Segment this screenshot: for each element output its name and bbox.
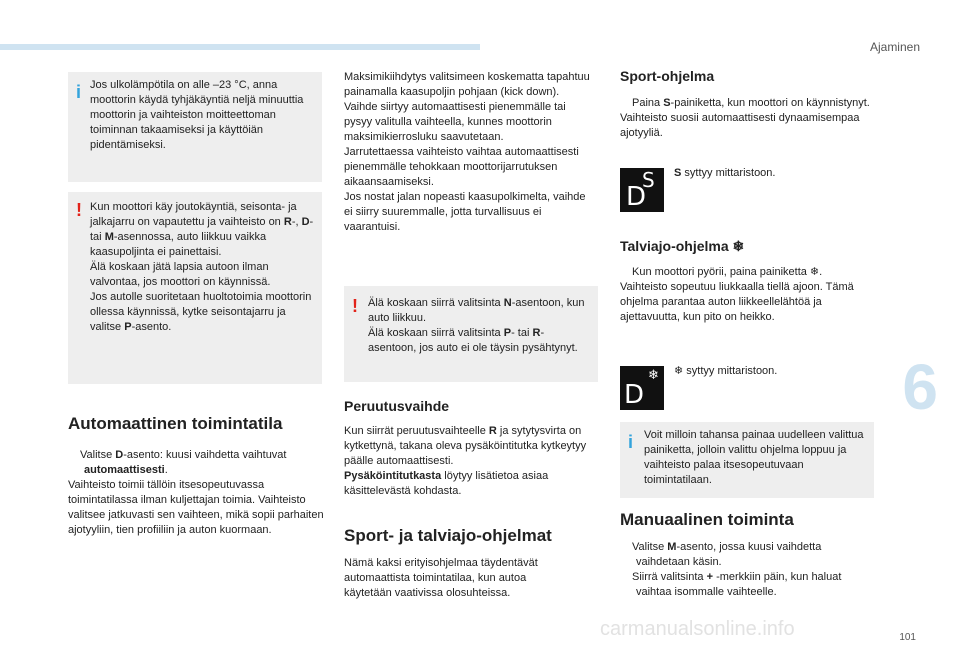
section-title: Ajaminen — [869, 40, 920, 54]
warning-text: Älä koskaan siirrä valitsinta N-asentoon, kun auto liikkuu. Älä koskaan siirrä valitsinta P- tai R-asentoon, jos auto ei ole täysin pysähtynyt. — [368, 297, 585, 354]
info-box-program — [620, 422, 874, 498]
heading-winter: Talviajo-ohjelma ❄ — [620, 238, 745, 254]
heading-reverse: Peruutusvaihde — [344, 398, 450, 414]
warning-box-selector — [344, 286, 598, 382]
info-text: Voit milloin tahansa painaa uudelleen valittua painiketta, jolloin valittu ohjelma loppuu ja vaihteisto palaa itsesopeutuvaan toimintatilaan. — [644, 429, 864, 486]
warning-icon: ! — [352, 296, 358, 316]
reverse-text: Kun siirrät peruutusvaihteelle R ja sytytysvirta on kytkettynä, takana oleva pysäköintitutka kytkeytyy päälle automaattisesti. Pysäköintitutkasta löytyy lisätietoa asiaa käsittelevästä kohdasta. — [344, 425, 587, 497]
manual-text: Valitse M-asento, jossa kuusi vaihdetta vaihdetaan käsin. Siirrä valitsinta + -merkkiin päin, kun haluat vaihtaa isommalle vaihteelle. — [632, 541, 842, 598]
kickdown-text: Maksimikiihdytys valitsimeen koskematta tapahtuu painamalla kaasupoljin pohjaan (kick down). Vaihde siirtyy automaattisesti pienemmälle tai pysyy valitulla vaihteella, kunnes moottorin maksimikierrosluku saavutetaan. Jarrutettaessa vaihteisto vaihtaa automaattisesti pienemmälle tehokkaan moottorijarrutuksen aikaansaamiseksi. Jos nostat jalan nopeasti kaasupolkimelta, vaihde ei siirry suuremmalle, jotta turvallisuus ei vaarantuisi. — [344, 71, 590, 233]
heading-automatic: Automaattinen toimintatila — [68, 414, 283, 433]
winter-caption: ❄ syttyy mittaristoon. — [674, 365, 778, 377]
info-icon: i — [628, 432, 634, 452]
page-number: 101 — [899, 632, 916, 643]
winter-indicator-icon: D ❄ — [620, 366, 664, 410]
info-icon: i — [76, 82, 82, 102]
info-text: Jos ulkolämpötila on alle –23 °C, anna moottorin käydä tyhjäkäyntiä neljä minuuttia moottorin ja vaihteiston moitteettoman toiminnan takaamiseksi ja käyttöiän pidentämiseksi. — [90, 79, 304, 151]
heading-manual: Manuaalinen toiminta — [620, 510, 794, 529]
heading-sport: Sport-ohjelma — [620, 68, 715, 84]
sport-indicator-icon: S D — [620, 168, 664, 212]
chapter-number: 6 — [902, 351, 938, 423]
watermark: carmanualsonline.info — [600, 618, 795, 640]
warning-icon: ! — [76, 200, 82, 220]
winter-text: Kun moottori pyörii, paina painiketta ❄. Vaihteisto sopeutuu liukkaalla tiellä ajoon. Tämä ohjelma parantaa auton liikkeellelähtöä ja ajettavuutta, kun pito on heikko. — [620, 266, 854, 323]
header-bar — [0, 44, 480, 50]
warning-box-idle — [68, 192, 322, 384]
automatic-text: Valitse D-asento: kuusi vaihdetta vaihtuvat automaattisesti. Vaihteisto toimii tällöin itsesopeutuvassa toimintatilassa ilman kuljettajan toimia. Vaihteisto valitsee jatkuvasti sen vaihteen, mikä sopii parhaiten ajotyyliin, tien profiiliin ja auton kuormaan. — [68, 449, 324, 536]
sport-text: Paina S-painiketta, kun moottori on käynnistynyt. Vaihteisto suosii automaattisesti dynaamisempaa ajotyyliä. — [620, 97, 870, 139]
heading-sport-winter: Sport- ja talviajo-ohjelmat — [344, 526, 552, 545]
warning-text: Kun moottori käy joutokäyntiä, seisonta- ja jalkajarru on vapautettu ja vaihteisto on R-, D- tai M-asennossa, auto liikkuu vaikka kaasupoljinta ei painettaisi. Älä koskaan jätä lapsia autoon ilman valvontaa, jos moottori on käynnissä. Jos autolle suoritetaan huoltotoimia moottorin ollessa käynnissä, kytke seisontajarru ja valitse P-asento. — [90, 201, 314, 333]
sport-caption: S syttyy mittaristoon. — [674, 167, 776, 179]
sport-winter-text: Nämä kaksi erityisohjelmaa täydentävät automaattista toimintatilaa, kun autoa käytetään vaativissa olosuhteissa. — [344, 557, 538, 599]
info-box-cold — [68, 72, 322, 182]
